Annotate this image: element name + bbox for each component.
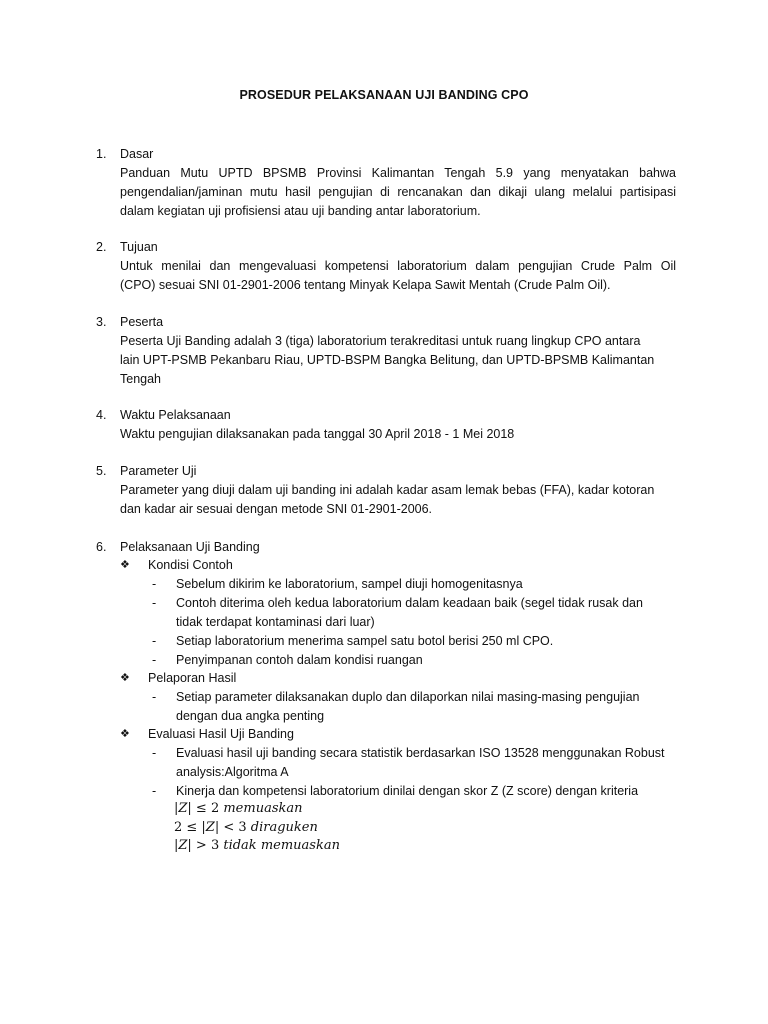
criteria-line: |𝑍| > 3 𝑡𝑖𝑑𝑎𝑘 𝑚𝑒𝑚𝑢𝑎𝑠𝑘𝑎𝑛: [174, 838, 340, 853]
subsection-heading: Evaluasi Hasil Uji Banding: [148, 727, 294, 741]
document-title: PROSEDUR PELAKSANAAN UJI BANDING CPO: [239, 88, 529, 102]
body-line: Peserta Uji Banding adalah 3 (tiga) laboratorium terakreditasi untuk ruang lingkup CPO antara: [120, 334, 641, 348]
dash-bullet: -: [152, 596, 157, 610]
section-number: 6.: [96, 540, 107, 554]
list-item-text: Contoh diterima oleh kedua laboratorium dalam keadaan baik (segel tidak rusak dan tidak terdapat kontaminasi dari luar): [176, 596, 643, 629]
list-item-text: Penyimpanan contoh dalam kondisi ruangan: [176, 653, 423, 667]
dash-bullet: -: [152, 634, 157, 648]
body-line: Tengah: [120, 372, 162, 386]
section-heading: Waktu Pelaksanaan: [120, 408, 231, 422]
section-waktu-pelaksanaan: [96, 406, 676, 444]
section-dasar: [96, 145, 676, 221]
subsection-heading: Pelaporan Hasil: [148, 671, 237, 685]
diamond-bullet-icon: ❖: [120, 728, 130, 740]
criteria-line: |𝑍| ≤ 2 𝑚𝑒𝑚𝑢𝑎𝑠𝑘𝑎𝑛: [174, 801, 303, 816]
section-heading: Parameter Uji: [120, 464, 197, 478]
dash-bullet: -: [152, 784, 157, 798]
dash-bullet: -: [152, 690, 157, 704]
dash-bullet: -: [152, 653, 157, 667]
section-peserta: [96, 313, 676, 389]
list-item-text: Kinerja dan kompetensi laboratorium dinilai dengan skor Z (Z score) dengan kriteria: [176, 784, 639, 798]
dash-bullet: -: [152, 577, 157, 591]
section-body: [120, 164, 676, 221]
section-number: 4.: [96, 408, 107, 422]
body-line: Panduan Mutu UPTD BPSMB Provinsi Kalimantan Tengah 5.9 yang menyatakan bahwa: [120, 166, 676, 180]
body-line: dalam kegiatan uji profisiensi atau uji banding antar laboratorium.: [120, 204, 481, 218]
list-item-text: Sebelum dikirim ke laboratorium, sampel diuji homogenitasnya: [176, 577, 523, 591]
section-heading: Pelaksanaan Uji Banding: [120, 540, 260, 554]
list-item-text: Evaluasi hasil uji banding secara statistik berdasarkan ISO 13528 menggunakan Robust analysis:Algoritma A: [176, 746, 665, 779]
section-number: 2.: [96, 240, 107, 254]
section-body: [120, 425, 676, 444]
list-item-text: Setiap parameter dilaksanakan duplo dan dilaporkan nilai masing-masing pengujian dengan dua angka penting: [176, 690, 640, 723]
section-heading: Peserta: [120, 315, 164, 329]
section-heading: Dasar: [120, 147, 154, 161]
body-line: dan kadar air sesuai dengan metode SNI 01-2901-2006.: [120, 502, 433, 516]
diamond-bullet-icon: ❖: [120, 559, 130, 571]
body-line: Parameter yang diuji dalam uji banding ini adalah kadar asam lemak bebas (FFA), kadar kotoran: [120, 483, 655, 497]
dash-bullet: -: [152, 746, 157, 760]
list-item-text: Setiap laboratorium menerima sampel satu botol berisi 250 ml CPO.: [176, 634, 554, 648]
section-number: 1.: [96, 147, 107, 161]
subsection-heading: Kondisi Contoh: [148, 558, 233, 572]
section-body: [120, 481, 676, 519]
body-line: pengendalian/jaminan mutu hasil pengujian di rencanakan dan dikaji ulang melalui partisipasi: [120, 185, 676, 199]
section-tujuan: [96, 238, 676, 295]
criteria-line: 2 ≤ |𝑍| < 3 𝑑𝑖𝑟𝑎𝑔𝑢𝑘𝑒𝑛: [174, 820, 318, 835]
section-parameter-uji: [96, 462, 676, 519]
section-body: [120, 332, 676, 389]
section-heading: Tujuan: [120, 240, 158, 254]
body-line: Untuk menilai dan mengevaluasi kompetensi laboratorium dalam pengujian Crude Palm Oil: [120, 259, 676, 273]
body-line: lain UPT-PSMB Pekanbaru Riau, UPTD-BSPM Bangka Belitung, dan UPTD-BPSMB Kalimantan: [120, 353, 655, 367]
body-line: (CPO) sesuai SNI 01-2901-2006 tentang Minyak Kelapa Sawit Mentah (Crude Palm Oil).: [120, 278, 611, 292]
section-number: 5.: [96, 464, 107, 478]
section-pelaksanaan-uji-banding: [96, 538, 676, 557]
body-line: Waktu pengujian dilaksanakan pada tanggal 30 April 2018 - 1 Mei 2018: [120, 427, 515, 441]
section-number: 3.: [96, 315, 107, 329]
diamond-bullet-icon: ❖: [120, 672, 130, 684]
section-body: [120, 257, 676, 295]
